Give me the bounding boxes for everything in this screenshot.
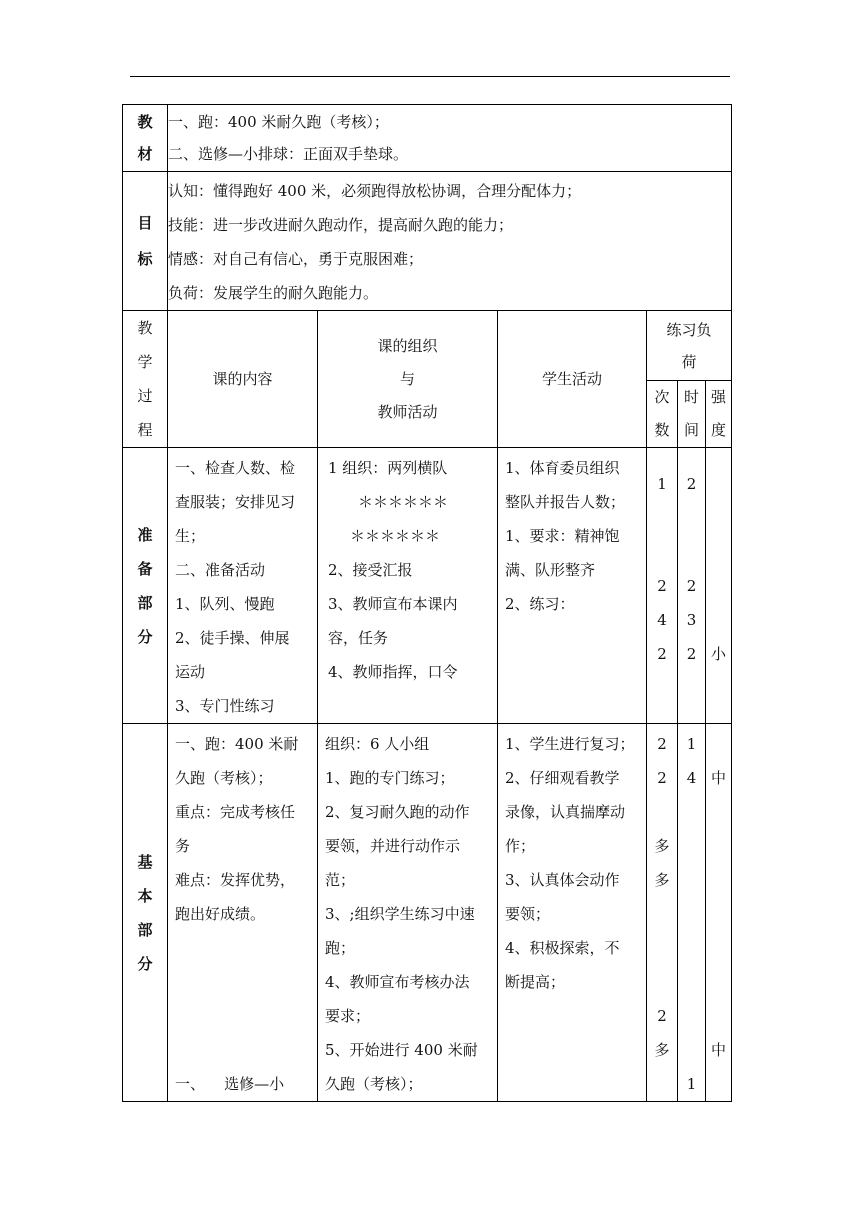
materials-line: 二、选修—小排球：正面双手垫球。 [168, 145, 409, 163]
basic-times-value: 2 [657, 769, 667, 787]
basic-student-line: 3、认真体会动作 [505, 871, 620, 889]
prep-content-line: 二、准备活动 [175, 561, 266, 579]
basic-student-line: 2、仔细观看教学 [505, 769, 620, 787]
intensity-header [706, 381, 732, 448]
basic-content-line [175, 965, 311, 999]
goals-label-text: 目标 [137, 214, 153, 268]
student-header: 学生活动 [498, 311, 647, 448]
prep-student-line: 1、体育委员组织 [505, 459, 620, 477]
basic-org-line: 组织：6 人小组 [325, 735, 430, 753]
basic-student-line: 断提高； [505, 973, 566, 991]
content-header: 课的内容 [168, 311, 318, 448]
goals-content [168, 172, 732, 311]
basic-intensity-value: 中 [711, 1041, 727, 1059]
prep-content-line: 3、专门性练习 [175, 697, 275, 715]
basic-content-line: 久跑（考核）； [175, 769, 273, 787]
prep-student-line: 1、要求：精神饱 [505, 527, 620, 545]
prep-content-line: 一、检查人数、检 [175, 459, 296, 477]
basic-student [498, 724, 647, 1102]
basic-org-line: 久跑（考核）； [325, 1075, 423, 1093]
prep-org-line: ＊＊＊＊＊＊ [358, 493, 449, 511]
goals-line: 技能：进一步改进耐久跑动作，提高耐久跑的能力； [168, 216, 514, 234]
prep-duration [678, 448, 706, 724]
basic-student-line: 作； [505, 837, 536, 855]
process-label-text: 教学过程 [137, 319, 153, 439]
basic-content-line [175, 999, 311, 1033]
basic-org-line: 跑； [325, 939, 356, 957]
basic-org-line: 3、;组织学生练习中速 [325, 905, 475, 923]
basic-intensity [706, 724, 732, 1102]
org-header-line: 与 [399, 369, 415, 388]
basic-org-line: 要领，并进行动作示 [325, 837, 461, 855]
basic-times-value: 多 [654, 1041, 670, 1059]
goals-line: 认知：懂得跑好 400 米，必须跑得放松协调，合理分配体力； [168, 182, 582, 200]
prep-content-line: 生； [175, 527, 206, 545]
prep-content-line: 2、徒手操、伸展 [175, 629, 290, 647]
basic-times-value: 多 [654, 837, 670, 855]
basic-duration-value: 1 [686, 735, 697, 753]
materials-row [123, 105, 732, 172]
goals-row [123, 172, 732, 311]
times-header-text: 次数 [654, 388, 670, 439]
prep-times [647, 448, 678, 724]
prep-org-line: 3、教师宣布本课内 [328, 595, 458, 613]
prep-student-line: 2、练习： [505, 595, 575, 613]
prep-intensity-value: 小 [711, 645, 727, 663]
basic-content-line: 难点：发挥优势， [175, 871, 296, 889]
prep-duration-value: 2 [686, 475, 697, 493]
lesson-plan-table [122, 104, 732, 1102]
header-rule [130, 76, 730, 77]
prep-org-line: 容，任务 [328, 629, 389, 647]
times-header [647, 381, 678, 448]
basic-content-line: 重点：完成考核任 [175, 803, 296, 821]
prep-content-line: 1、队列、慢跑 [175, 595, 275, 613]
org-header [318, 311, 498, 448]
prep-org-line: ＊＊＊＊＊＊ [350, 527, 441, 545]
load-header [647, 311, 732, 381]
basic-times-value: 2 [657, 735, 667, 753]
basic-intensity-value: 中 [711, 769, 727, 787]
prep-times-value: 1 [657, 475, 667, 493]
basic-times-value: 多 [654, 871, 670, 889]
prep-content-line: 查服装；安排见习 [175, 493, 296, 511]
prep-label [123, 448, 168, 724]
basic-org-line: 2、复习耐久跑的动作 [325, 803, 470, 821]
prep-student-line: 整队并报告人数； [505, 493, 626, 511]
materials-label-text: 教材 [137, 113, 153, 163]
process-label [123, 311, 168, 448]
basic-content-line [175, 1033, 311, 1067]
materials-line: 一、跑：400 米耐久跑（考核）； [168, 113, 389, 131]
org-header-line: 课的组织 [377, 336, 438, 355]
basic-student-line: 要领； [505, 905, 551, 923]
basic-times-value: 2 [657, 1007, 667, 1025]
basic-content-line: 务 [175, 837, 191, 855]
basic-row [123, 724, 732, 1102]
basic-content-line: 一、 选修—小 [175, 1075, 285, 1093]
prep-org [318, 448, 498, 724]
intensity-header-text: 强度 [711, 388, 727, 439]
basic-content-line [175, 931, 311, 965]
prep-duration-value: 3 [686, 611, 697, 629]
prep-times-value: 2 [657, 645, 667, 663]
basic-org-line: 4、教师宣布考核办法 [325, 973, 470, 991]
basic-duration-value: 1 [686, 1075, 697, 1093]
prep-org-line: 1 组织：两列横队 [328, 459, 448, 477]
basic-student-line: 1、学生进行复习； [505, 735, 635, 753]
goals-label [123, 172, 168, 311]
org-header-line: 教师活动 [377, 402, 438, 421]
basic-content-line: 一、跑：400 米耐 [175, 735, 299, 753]
duration-header-text: 时间 [683, 388, 699, 439]
basic-student-line: 4、积极探索，不 [505, 939, 620, 957]
prep-student [498, 448, 647, 724]
prep-student-line: 满、队形整齐 [505, 561, 596, 579]
goals-line: 情感：对自己有信心，勇于克服困难； [168, 250, 424, 268]
basic-duration-value: 4 [686, 769, 697, 787]
prep-times-value: 4 [657, 611, 667, 629]
prep-intensity [706, 448, 732, 724]
prep-content [168, 448, 318, 724]
duration-header [678, 381, 706, 448]
basic-label [123, 724, 168, 1102]
basic-times [647, 724, 678, 1102]
basic-org-line: 1、跑的专门练习； [325, 769, 455, 787]
materials-label [123, 105, 168, 172]
prep-org-line: 2、接受汇报 [328, 561, 413, 579]
prep-times-value: 2 [657, 577, 667, 595]
basic-content [168, 724, 318, 1102]
materials-content [168, 105, 732, 172]
process-header-row [123, 311, 732, 381]
basic-student-line: 录像，认真揣摩动 [505, 803, 626, 821]
prep-row [123, 448, 732, 724]
prep-content-line: 运动 [175, 663, 206, 681]
basic-org-line: 5、开始进行 400 米耐 [325, 1041, 478, 1059]
prep-label-text: 准备部分 [137, 525, 153, 646]
basic-org-line: 要求； [325, 1007, 371, 1025]
basic-org [318, 724, 498, 1102]
load-header-text: 练习负荷 [666, 320, 712, 371]
prep-org-line: 4、教师指挥，口令 [328, 663, 458, 681]
basic-content-line: 跑出好成绩。 [175, 905, 266, 923]
basic-label-text: 基本部分 [137, 852, 153, 973]
prep-duration-value: 2 [686, 577, 697, 595]
basic-duration [678, 724, 706, 1102]
goals-line: 负荷：发展学生的耐久跑能力。 [168, 284, 379, 302]
basic-org-line: 范； [325, 871, 356, 889]
prep-duration-value: 2 [686, 645, 697, 663]
